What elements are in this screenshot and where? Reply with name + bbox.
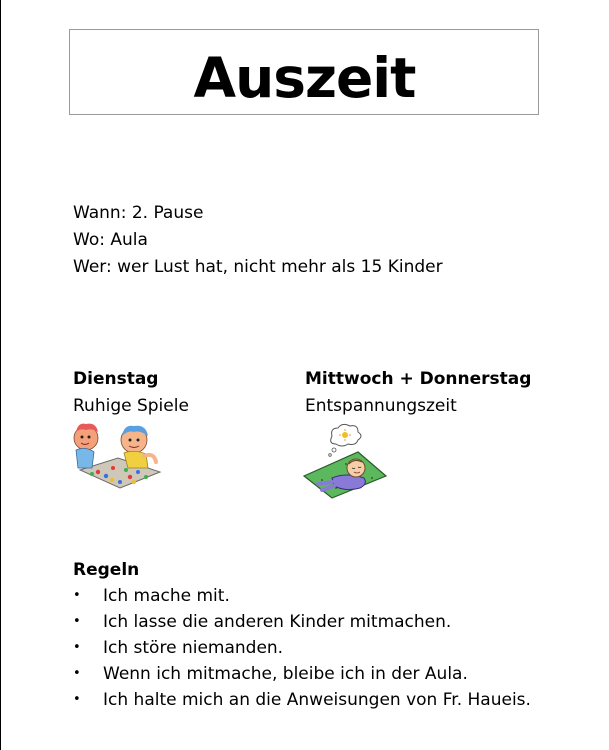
day-column-tuesday <box>73 366 189 420</box>
list-item <box>73 583 531 609</box>
day-column-wednesday-thursday <box>305 366 531 420</box>
child-resting-on-blanket-icon <box>302 422 388 500</box>
day-activity: Entspannungszeit <box>305 396 457 416</box>
list-item <box>73 609 531 635</box>
list-item <box>73 635 531 661</box>
rule-text: Ich halte mich an die Anweisungen von Fr. Haueis. <box>103 690 531 710</box>
list-item <box>73 661 531 687</box>
info-who: Wer: wer Lust hat, nicht mehr als 15 Kinder <box>73 257 443 277</box>
rule-text: Ich lasse die anderen Kinder mitmachen. <box>103 612 452 632</box>
day-heading: Dienstag <box>73 369 159 389</box>
rule-text: Wenn ich mitmache, bleibe ich in der Aula. <box>103 664 468 684</box>
rules-list <box>73 583 531 713</box>
bullet-icon: • <box>73 588 81 603</box>
info-where: Wo: Aula <box>73 230 148 250</box>
bullet-icon: • <box>73 640 81 655</box>
bullet-icon: • <box>73 614 81 629</box>
day-activity: Ruhige Spiele <box>73 396 189 416</box>
rule-text: Ich störe niemanden. <box>103 638 284 658</box>
page-title: Auszeit <box>193 46 416 110</box>
bullet-icon: • <box>73 692 81 707</box>
rules-heading: Regeln <box>73 560 140 580</box>
info-block <box>73 200 443 281</box>
info-when: Wann: 2. Pause <box>73 203 204 223</box>
rule-text: Ich mache mit. <box>103 586 230 606</box>
day-heading: Mittwoch + Donnerstag <box>305 369 532 389</box>
list-item <box>73 687 531 713</box>
children-playing-board-game-icon <box>68 422 166 492</box>
bullet-icon: • <box>73 666 81 681</box>
